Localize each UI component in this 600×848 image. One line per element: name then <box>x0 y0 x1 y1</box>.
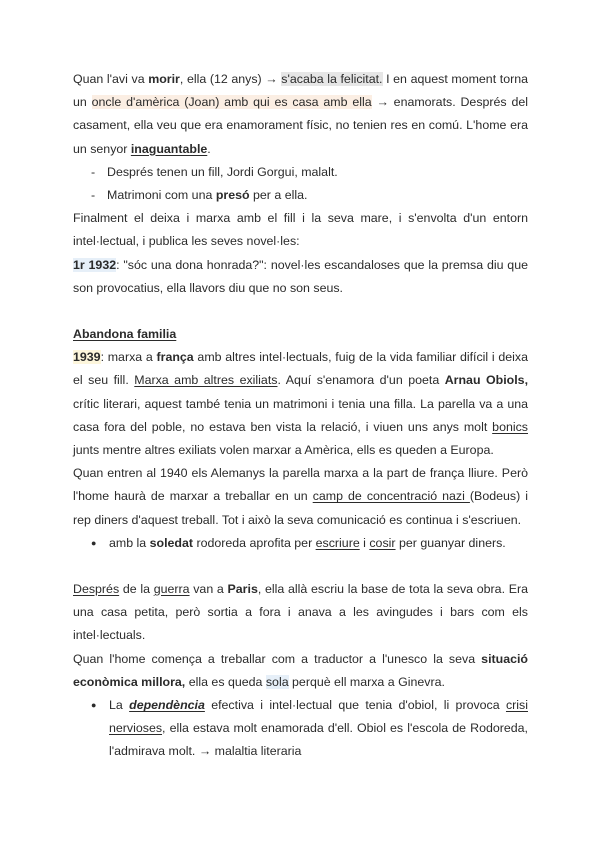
text: Quan l'avi va <box>73 72 149 86</box>
bullet-item <box>91 532 528 555</box>
text: → enamorats. Després del casament, ella veu que era enamorament físic, no tenien res en comú. L'home era un senyor <box>73 95 528 156</box>
underline-cosir: cosir <box>369 535 396 550</box>
bold-underline-inaguantable: inaguantable <box>130 141 208 156</box>
bold-italic-dependencia: dependència <box>129 698 205 713</box>
section-heading <box>73 323 528 346</box>
highlight-sola: sola <box>265 674 289 689</box>
bold-morir: morir <box>148 72 180 86</box>
text: van a <box>189 582 228 597</box>
text: : "sóc una dona honrada?": novel·les escandaloses que la premsa diu que son provocatius, ella llavors diu que no son seus. <box>73 257 528 295</box>
bold-franca: frança <box>156 350 194 365</box>
underline-despres: Després <box>73 582 120 597</box>
underline-bonics: bonics <box>492 419 528 434</box>
text: Després tenen un fill, Jordi Gorgui, malalt. <box>107 164 338 179</box>
bold-paris: Paris <box>227 582 258 597</box>
year-1932: 1r 1932 <box>73 257 117 272</box>
underline-camp: camp de concentració nazi <box>312 489 470 504</box>
text: perquè ell marxa a Ginevra. <box>288 674 445 689</box>
document-body <box>73 68 528 764</box>
bullet-item <box>91 694 528 764</box>
text: crític literari, aquest també tenia un matrimoni i tenia una filla. La parella va a una casa fora del poble, no estava ben vista la relació, i viuen uns anys molt <box>73 396 528 434</box>
text: Matrimoni com una <box>107 188 216 203</box>
text: . Aquí s'enamora d'un poeta <box>277 373 445 388</box>
text: amb altres intel·lectuals, fuig de la vida familiar difícil i deixa el seu fill. <box>73 350 528 388</box>
bold-arnau-obiols: Arnau Obiols, <box>444 373 529 388</box>
bold-soledat: soledat <box>149 535 194 550</box>
text: i <box>359 535 370 550</box>
text: I en aquest moment torna un <box>73 72 528 110</box>
year-1939: 1939 <box>73 350 101 365</box>
paragraph-finalment: Finalment el deixa i marxa amb el fill i la seva mare, i s'envolta d'un entorn intel·lectual, i publica les seves novel·les: <box>73 211 528 249</box>
paragraph-marriage <box>73 68 528 161</box>
text: per guanyar diners. <box>395 535 506 550</box>
paragraph-1932 <box>73 254 528 300</box>
dash-item <box>91 184 528 207</box>
blank-line <box>73 300 528 323</box>
paragraph-paris <box>73 578 528 648</box>
highlight-oncle: oncle d'amèrica (Joan) amb qui es casa amb ella <box>91 95 372 110</box>
highlight-felicitat: s'acaba la felicitat. <box>281 72 383 86</box>
dash-list <box>73 161 528 207</box>
heading-abandona-familia: Abandona familia <box>73 327 177 342</box>
dash-item <box>91 161 528 184</box>
text: . <box>207 141 211 156</box>
paragraph-1939 <box>73 346 528 462</box>
text: junts mentre altres exiliats volen marxar a Amèrica, ells es queden a Europa. <box>73 443 494 458</box>
text: rodoreda aprofita per <box>193 535 316 550</box>
underline-exiliats: Marxa amb altres exiliats <box>134 373 278 388</box>
bold-situacio: situació econòmica millora, <box>73 651 528 689</box>
text: Quan l'home comença a treballar com a traductor a l'unesco la seva <box>73 651 482 666</box>
text: : marxa a <box>100 350 157 365</box>
text: (Bodeus) i rep diners d'aquest treball. Tot i això la seva comunicació es continua i s'escriuen. <box>73 489 528 527</box>
bullet-list <box>73 532 528 555</box>
paragraph-unesco <box>73 648 528 694</box>
underline-guerra: guerra <box>153 582 190 597</box>
text: de la <box>119 582 154 597</box>
blank-line <box>73 555 528 578</box>
text: , ella (12 anys) → <box>179 72 282 86</box>
underline-crisi: crisi nervioses <box>109 698 528 736</box>
text: , ella allà escriu la base de tota la seva obra. Era una casa petita, però sortia a fora i anava a les avingudes i bars com els intel·lectuals. <box>73 582 528 643</box>
text: amb la <box>109 535 150 550</box>
text: ella es queda <box>185 674 266 689</box>
text: , ella estava molt enamorada d'ell. Obiol es l'escola de Rodoreda, l'admirava molt. → malaltia literaria <box>109 721 528 759</box>
paragraph-1940 <box>73 462 528 532</box>
bullet-list <box>73 694 528 764</box>
text: per a ella. <box>249 188 308 203</box>
text: Quan entren al 1940 els Alemanys la parella marxa a la part de frança lliure. Però l'home haurà de marxar a treballar en un <box>73 466 528 504</box>
text: efectiva i intel·lectual que tenia d'obiol, li provoca <box>204 698 506 713</box>
underline-escriure: escriure <box>315 535 360 550</box>
text: La <box>109 698 130 713</box>
bold-preso: presó <box>215 188 250 203</box>
